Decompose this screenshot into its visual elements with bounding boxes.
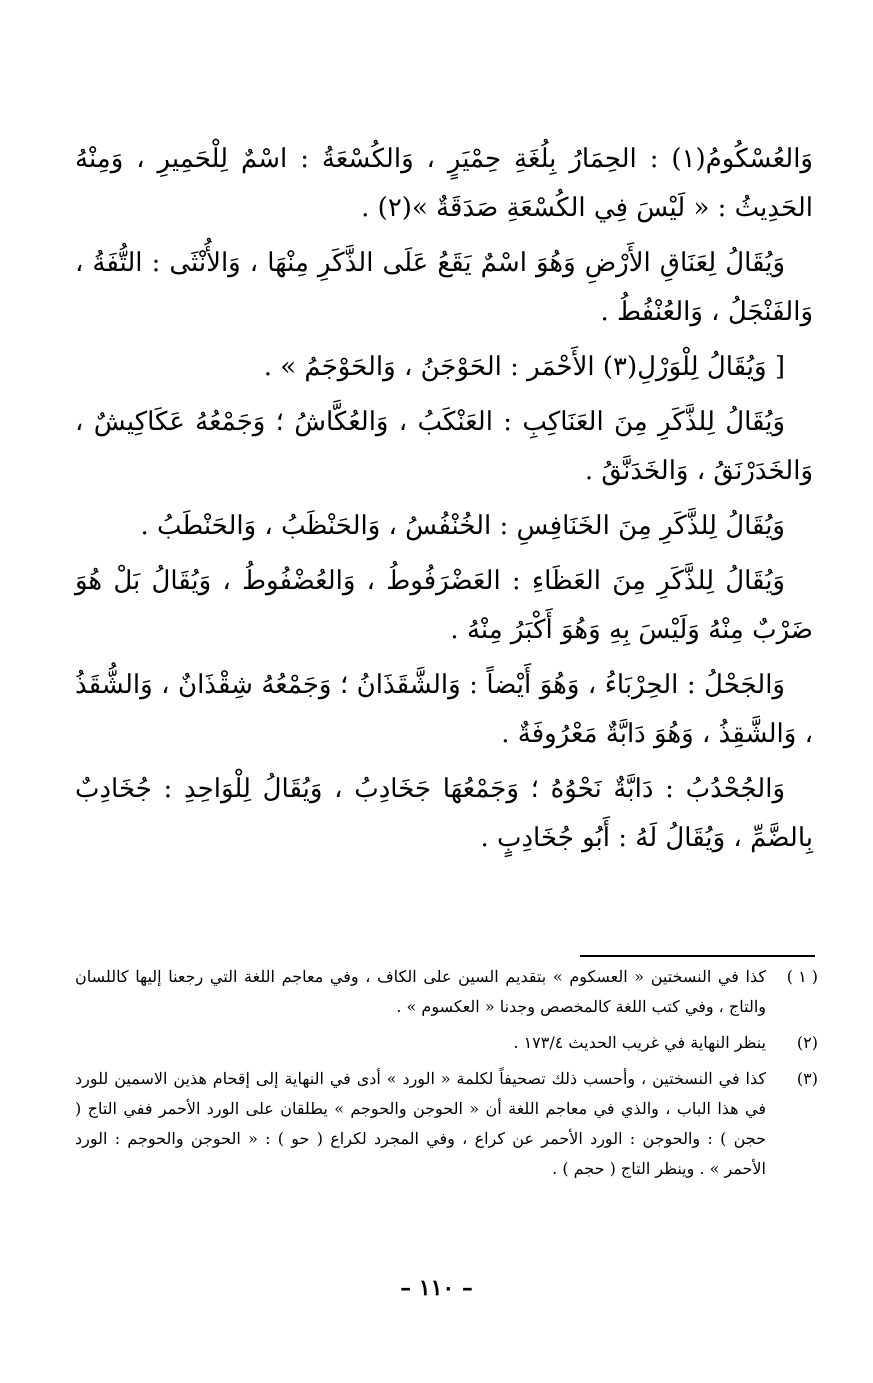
main-text: [75, 135, 813, 869]
paragraph-azaa: وَيُقَالُ لِلذَّكَرِ مِنَ العَظَاءِ : العَضْرَفُوطُ ، وَالعُضْفُوطُ ، وَيُقَالُ بَلْ هُوَ ضَرْبٌ مِنْهُ وَلَيْسَ بِهِ وَهُوَ أَكْبَرُ مِنْهُ .: [75, 566, 813, 645]
footnote-number: (٢): [796, 1033, 818, 1052]
paragraph-jahl: وَالجَحْلُ : الحِرْبَاءُ ، وَهُوَ أَيْضاً : وَالشَّقَذَانُ ؛ وَجَمْعُهُ شِقْذَانٌ ، وَالشُّقَذُ ، وَالشَّقِذُ ، وَهُوَ دَابَّةٌ مَعْرُوفَةٌ .: [75, 670, 813, 749]
footnote-text: كذا في النسختين « العسكوم » بتقديم السين على الكاف ، وفي معاجم اللغة التي رجعنا إليها كاللسان والتاج ، وفي كتب اللغة كالمخصص وجدنا « العكسوم » .: [75, 967, 766, 1016]
paragraph-juhdub: وَالجُحْدُبُ : دَابَّةٌ نَحْوُهُ ؛ وَجَمْعُهَا جَخَادِبُ ، وَيُقَالُ لِلْوَاحِدِ : جُخَادِبٌ بِالضَّمِّ ، وَيُقَالُ لَهُ : أَبُو جُخَادِبٍ .: [75, 774, 813, 853]
paragraph-anakib: وَيُقَالُ لِلذَّكَرِ مِنَ العَنَاكِبِ : العَنْكَبُ ، وَالعُكَّاشُ ؛ وَجَمْعُهُ عَكَاكِيشٌ ، وَالخَدَرْنَقُ ، وَالخَدَنَّقُ .: [75, 407, 813, 486]
footnote-3: [75, 1064, 818, 1184]
footnote-text: كذا في النسختين ، وأحسب ذلك تصحيفاً لكلمة « الورد » أدى في النهاية إلى إقحام هذين الاسمين للورد في هذا الباب ، والذي في معاجم اللغة أن « الحوجن والحوجم » يطلقان على الورد الأحمر ففي التاج ( حجن ) : والحوجن : الورد الأحمر عن كراع ، وفي المجرد لكراع ( حو ) : « الحوجن والحوجم : الورد الأحمر » . وينظر التاج ( حجم ) .: [75, 1069, 766, 1178]
footnote-divider: [580, 955, 815, 957]
paragraph-khanafis: وَيُقَالُ لِلذَّكَرِ مِنَ الخَنَافِسِ : الخُنْفُسُ ، وَالحَنْظَبُ ، وَالحَنْطَبُ .: [140, 511, 785, 541]
paragraph-askoom: وَالعُسْكُومُ(١) : الحِمَارُ بِلُغَةِ حِمْيَرٍ ، وَالكُسْعَةُ : اسْمٌ لِلْحَمِيرِ ، وَمِنْهُ الحَدِيثُ : « لَيْسَ فِي الكُسْعَةِ صَدَقَةٌ »(٢) .: [75, 144, 813, 223]
footnote-number: ( ١ ): [786, 967, 818, 986]
paragraph-waral: [ وَيُقَالُ لِلْوَرْلِ(٣) الأَحْمَر : الحَوْجَنُ ، وَالحَوْجَمُ » .: [263, 352, 785, 382]
footnote-1: [75, 962, 818, 1022]
footnote-2: [75, 1028, 818, 1058]
paragraph-anaq: وَيُقَالُ لِعَنَاقِ الأَرْضِ وَهُوَ اسْمٌ يَقَعُ عَلَى الذَّكَرِ مِنْهَا ، وَالأُنْثَى : التُّفَةُ ، وَالفَنْجَلُ ، وَالعُنْفُطُ .: [75, 248, 813, 327]
footnote-text: ينظر النهاية في غريب الحديث ١٧٣/٤ .: [513, 1033, 766, 1052]
page-number: – ١١٠ –: [400, 1275, 473, 1301]
footnote-number: (٣): [796, 1069, 818, 1088]
footnotes: [75, 962, 818, 1190]
